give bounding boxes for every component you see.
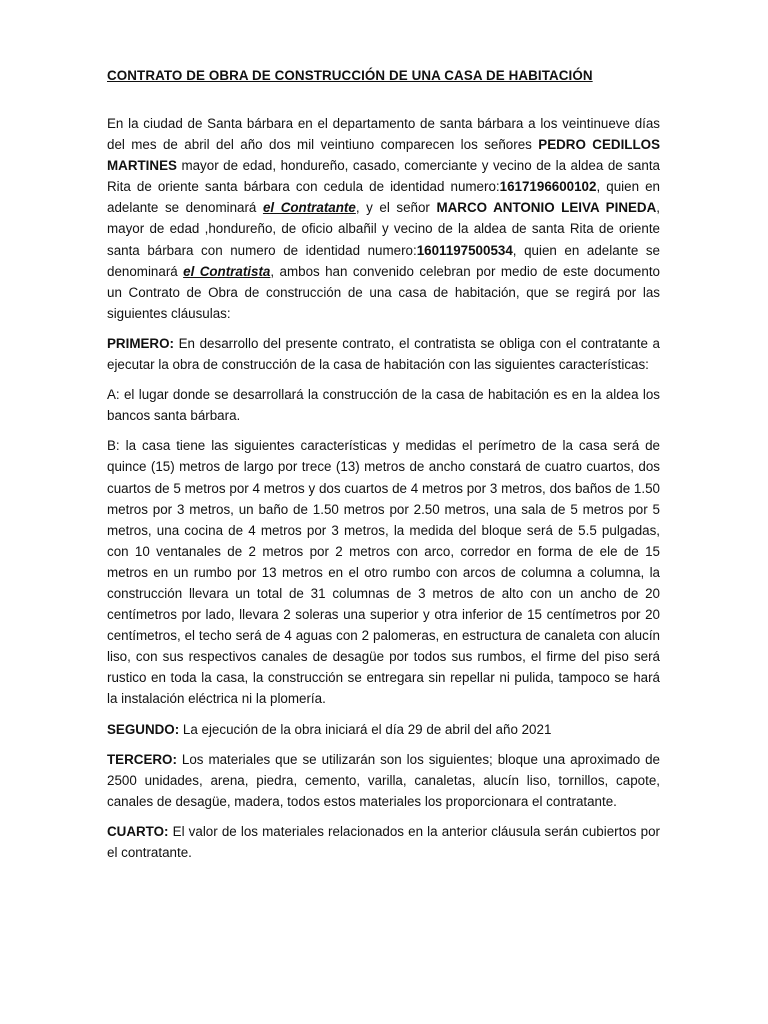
role-contratista: el Contratista [183, 263, 271, 279]
clause-label: TERCERO: [107, 751, 177, 767]
intro-text: , mayor de edad ,hondureño, de oficio albañil y vecino de la aldea de santa Rita de oriente santa bárbara con numero de identidad numero: [107, 200, 661, 258]
contratista-id: 1601197500534 [416, 242, 513, 258]
intro-text: , ambos han convenido celebran por medio de este documento un Contrato de Obra de construcción de una casa de habitación, que se regirá por las siguientes cláusulas: [107, 263, 660, 321]
document-title: CONTRATO DE OBRA DE CONSTRUCCIÓN DE UNA CASA DE HABITACIÓN [107, 68, 593, 83]
clause-text: La ejecución de la obra iniciará el día 29 de abril del año 2021 [179, 721, 552, 737]
intro-text: mayor de edad, hondureño, casado, comerciante y vecino de la aldea de santa Rita de oriente santa bárbara con cedula de identidad numero: [107, 158, 660, 195]
intro-paragraph [107, 113, 660, 324]
role-contratante: el Contratante [262, 200, 356, 216]
clause-label: CUARTO: [107, 823, 169, 839]
intro-text: , quien en adelante se denominará [107, 179, 660, 216]
clause-item-b: B: la casa tiene las siguientes características y medidas el perímetro de la casa será de quince (15) metros de largo por trece (13) metros de ancho constará de cuatro cuartos, dos cuartos de 5 metros por 4 metros y dos cuartos de 4 metros por 3 metros, dos baños de 1.50 metros por 3 metros, un baño de 1.50 metros por 2.50 metros, una sala de 5 metros por 5 metros, una cocina de 4 metros por 3 metros, la medida del bloque será de 5.5 pulgadas, con 10 ventanales de 2 metros por 2 metros con arco, corredor en forma de ele de 15 metros en un rumbo por 13 metros en el otro rumbo con arcos de columna a columna, la construcción llevara un total de 31 columnas de 3 metros de alto con un ancho de 20 centímetros por lado, llevara 2 soleras una superior y otra inferior de 15 centímetros por 20 centímetros, el techo será de 4 aguas con 2 palomeras, en estructura de canaleta con alucín liso, con sus respectivos canales de desagüe por todos sus rumbos, el firme del piso será rustico en toda la casa, la construcción se entregara sin repellar ni pulida, tampoco se hará la instalación eléctrica ni la plomería. [107, 438, 660, 707]
contratante-id: 1617196600102 [499, 179, 597, 195]
contratista-name: MARCO ANTONIO LEIVA PINEDA [436, 200, 657, 216]
clause-segundo [107, 719, 660, 740]
clause-text: En desarrollo del presente contrato, el contratista se obliga con el contratante a ejecutar la obra de construcción de la casa de habitación con las siguientes características: [107, 335, 660, 373]
clause-cuarto [107, 821, 660, 863]
intro-text: En la ciudad de Santa bárbara en el departamento de santa bárbara a los veintinueve días del mes de abril del año dos mil veintiuno comparecen los señores [107, 116, 660, 153]
intro-text: , y el señor [355, 200, 437, 216]
clause-label: SEGUNDO: [107, 721, 180, 737]
clause-text: Los materiales que se utilizarán son los siguientes; bloque una aproximado de 2500 unidades, arena, piedra, cemento, varilla, canaletas, alucín liso, tornillos, capote, canales de desagüe, madera, todos estos materiales los proporcionara el contratante. [107, 751, 660, 809]
clause-label: PRIMERO: [107, 335, 174, 351]
clause-tercero [107, 749, 660, 812]
intro-text: , quien en adelante se denominará [107, 242, 660, 279]
contratante-name: PEDRO CEDILLOS MARTINES [107, 137, 660, 174]
clause-primero [107, 333, 660, 375]
clause-item-a: A: el lugar donde se desarrollará la construcción de la casa de habitación es en la aldea los bancos santa bárbara. [107, 387, 660, 424]
clause-text: El valor de los materiales relacionados en la anterior cláusula serán cubiertos por el contratante. [107, 823, 660, 860]
